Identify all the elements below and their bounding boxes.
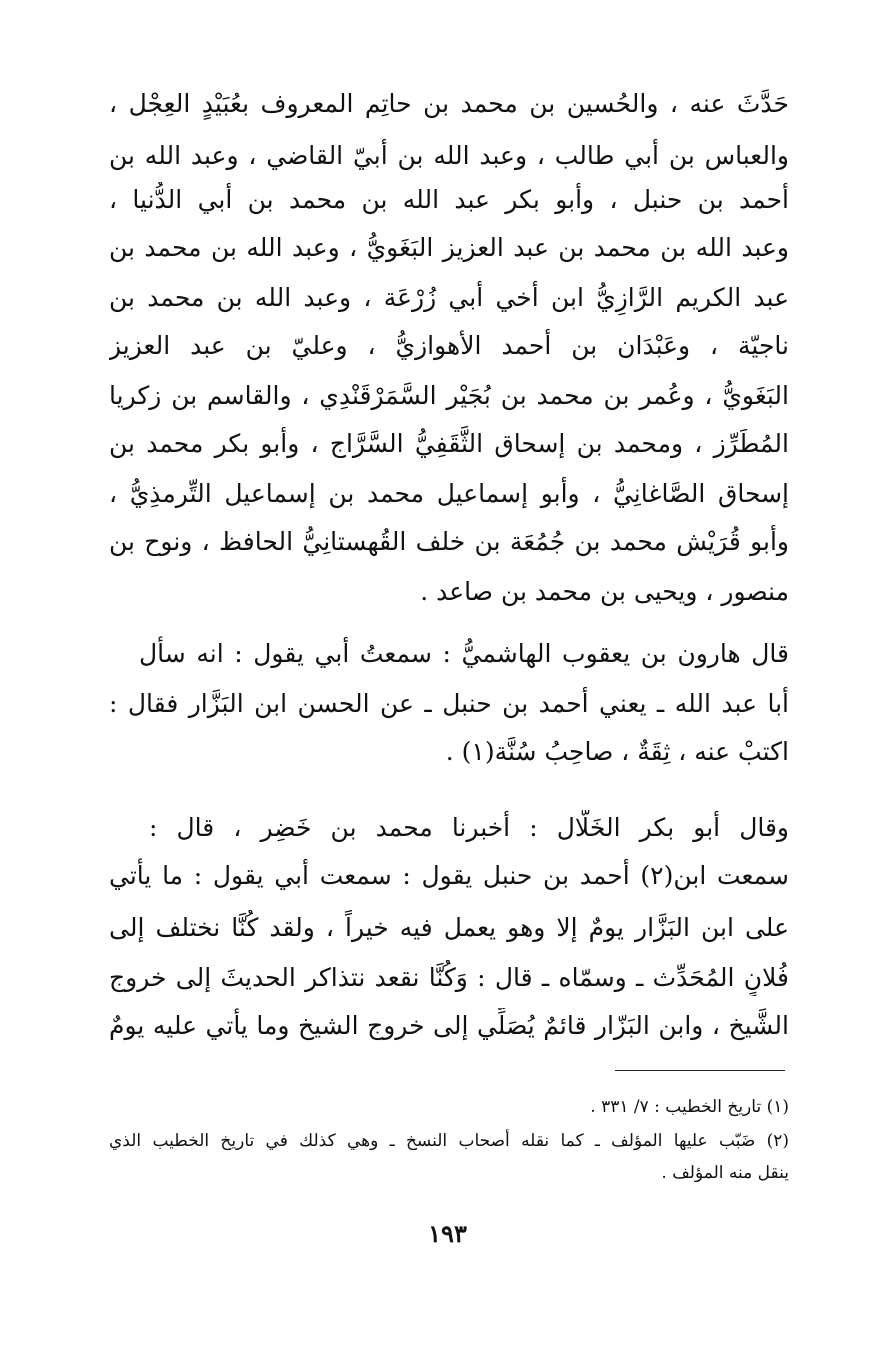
body-line: منصور ، ويحيى بن محمد بن صاعد . <box>420 577 789 606</box>
paragraph-first-line: وقال أبو بكر الخَلَّال : أخبرنا محمد بن خَضِر ، قال : <box>149 813 789 842</box>
body-line: وأبو قُرَيْش محمد بن جُمُعَة بن خلف القُهستانِيُّ الحافظ ، ونوح بن <box>109 527 789 556</box>
body-line: أحمد بن حنبل ، وأبو بكر عبد الله بن محمد بن أبي الدُّنيا ، <box>109 185 789 214</box>
footnote: (١) تاريخ الخطيب : ٧/ ٣٣١ . <box>590 1097 789 1117</box>
footnote: ينقل منه المؤلف . <box>661 1163 789 1183</box>
body-line: حَدَّثَ عنه ، والحُسين بن محمد بن حاتِم المعروف بعُبَيْدٍ العِجْل ، <box>109 89 789 118</box>
body-line: الشَّيخ ، وابن البَزّار قائمٌ يُصَلِّي إلى خروج الشيخ وما يأتي عليه يومٌ <box>109 1011 789 1040</box>
footnote: (٢) ضَبّب عليها المؤلف ـ كما نقله أصحاب النسخ ـ وهي كذلك في تاريخ الخطيب الذي <box>109 1131 789 1151</box>
body-line: البَغَويُّ ، وعُمر بن محمد بن بُجَيْر السَّمَرْقَنْدِي ، والقاسم بن زكريا <box>109 381 789 410</box>
body-line: ناجيّة ، وعَبْدَان بن أحمد الأهوازيُّ ، وعليّ بن عبد العزيز <box>109 331 789 360</box>
body-line: أبا عبد الله ـ يعني أحمد بن حنبل ـ عن الحسن ابن البَزَّار فقال : <box>109 689 789 718</box>
paragraph-first-line: قال هارون بن يعقوب الهاشميُّ : سمعتُ أبي يقول : انه سأل <box>139 639 789 668</box>
body-line: على ابن البَزَّار يومٌ إلا وهو يعمل فيه خيراً ، ولقد كُنَّا نختلف إلى <box>109 913 789 942</box>
body-line: فُلانٍ المُحَدِّث ـ وسمّاه ـ قال : وَكُنَّا نقعد نتذاكر الحديثَ إلى خروج <box>109 963 789 992</box>
body-line: عبد الكريم الرَّازِيُّ ابن أخي أبي زُرْعَة ، وعبد الله بن محمد بن <box>109 283 789 312</box>
body-line: والعباس بن أبي طالب ، وعبد الله بن أَبيّ القاضي ، وعبد الله بن <box>109 141 789 170</box>
page-number: ١٩٣ <box>428 1219 467 1248</box>
body-line: وعبد الله بن محمد بن عبد العزيز البَغَويُّ ، وعبد الله بن محمد بن <box>109 233 789 262</box>
footnote-separator <box>615 1070 785 1071</box>
body-line: إسحاق الصَّاغانِيُّ ، وأبو إسماعيل محمد بن إسماعيل التِّرمذِيُّ ، <box>109 479 789 508</box>
body-line: اكتبْ عنه ، ثِقَةٌ ، صاحِبُ سُنَّة(١) . <box>445 737 789 766</box>
body-line: سمعت ابن(٢) أحمد بن حنبل يقول : سمعت أبي يقول : ما يأتي <box>109 861 789 890</box>
body-line: المُطَرِّز ، ومحمد بن إسحاق الثَّقَفِيُّ السَّرَّاج ، وأبو بكر محمد بن <box>109 429 789 458</box>
